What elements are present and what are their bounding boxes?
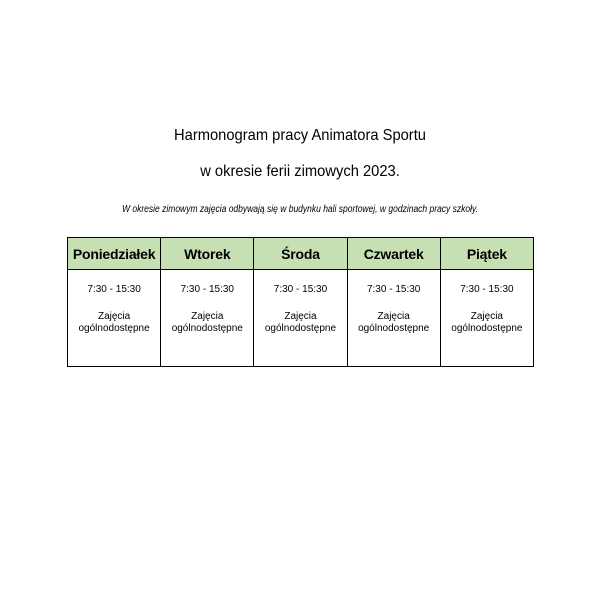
time-range: 7:30 - 15:30 — [460, 284, 514, 295]
day-cell-thursday — [347, 270, 440, 367]
schedule-note: W okresie zimowym zajęcia odbywają się w budynku hali sportowej, w godzinach pracy szkoły. — [121, 204, 479, 215]
time-range: 7:30 - 15:30 — [366, 284, 421, 295]
time-range: 7:30 - 15:30 — [180, 284, 234, 295]
schedule-body-row — [68, 270, 534, 367]
day-header-tuesday: Wtorek — [161, 238, 254, 270]
day-header-thursday: Czwartek — [347, 238, 440, 270]
day-header-wednesday: Środa — [254, 238, 347, 270]
schedule-table — [67, 237, 534, 367]
activity-label: Zajęcia ogólnodostępne — [264, 311, 337, 334]
day-cell-monday — [68, 270, 161, 367]
document-subtitle: w okresie ferii zimowych 2023. — [200, 163, 400, 180]
activity-label: Zajęcia ogólnodostępne — [358, 311, 430, 334]
activity-label: Zajęcia ogólnodostępne — [171, 311, 243, 334]
day-cell-friday — [440, 270, 533, 367]
day-cell-wednesday — [254, 270, 347, 367]
activity-label: Zajęcia ogólnodostępne — [78, 311, 150, 334]
time-range: 7:30 - 15:30 — [273, 284, 328, 295]
activity-label: Zajęcia ogólnodostępne — [451, 311, 523, 334]
document-title: Harmonogram pracy Animatora Sportu — [174, 127, 426, 144]
day-cell-tuesday — [161, 270, 254, 367]
day-header-friday: Piątek — [440, 238, 533, 270]
schedule-header-row — [68, 238, 534, 270]
day-header-monday: Poniedziałek — [68, 238, 161, 270]
time-range: 7:30 - 15:30 — [87, 284, 141, 295]
